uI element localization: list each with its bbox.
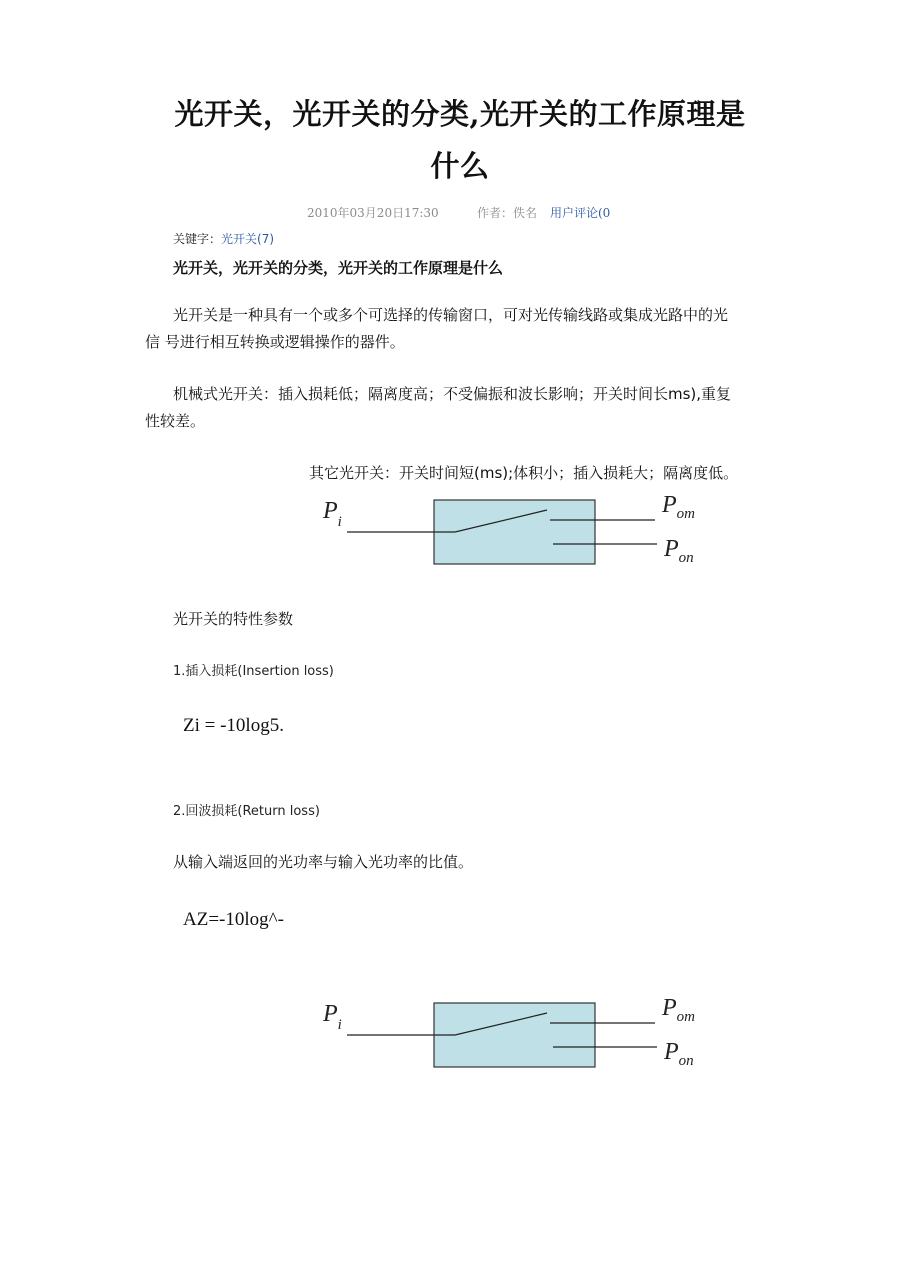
publish-date: 2010年03月20日17:30 (307, 206, 439, 220)
input-label: $P_i$ (323, 498, 342, 530)
paragraph-3: 其它光开关：开关时间短(ms);体积小；插入损耗大；隔离度低。 (309, 464, 739, 482)
item-2-description: 从输入端返回的光功率与输入光功率的比值。 (173, 853, 474, 871)
input-label: $P_i$ (323, 1001, 342, 1033)
comments-link[interactable]: 用户评论(0 (550, 206, 611, 220)
optical-switch-diagram-1 (315, 490, 725, 578)
page-title-line1: 光开关，光开关的分类,光开关的工作原理是 (174, 97, 746, 131)
formula-1: Zi = -10log5. (183, 715, 284, 736)
output-om-label: $P_{om}$ (662, 492, 696, 522)
paragraph-2-line2: 性较差。 (145, 412, 206, 430)
item-1-heading: 1.插入损耗(Insertion loss) (173, 664, 334, 679)
section-heading: 光开关的特性参数 (173, 610, 294, 628)
paragraph-2-line1: 机械式光开关：插入损耗低；隔离度高；不受偏振和波长影响；开关时间长ms),重复 (173, 385, 732, 403)
page-title-line2: 什么 (430, 149, 490, 183)
output-on-label: $P_{on}$ (664, 536, 694, 566)
keyword-link[interactable]: 光开关(7) (221, 232, 275, 246)
output-om-label: $P_{om}$ (662, 995, 696, 1025)
switch-box (434, 500, 595, 564)
author: 作者：佚名 (477, 206, 538, 220)
keywords (173, 230, 274, 247)
paragraph-1-line2: 信 号进行相互转换或逻辑操作的器件。 (145, 333, 405, 351)
formula-2: AZ=-10log^- (183, 909, 284, 930)
keyword-label: 关键字： (173, 232, 222, 246)
paragraph-1-line1: 光开关是一种具有一个或多个可选择的传输窗口，可对光传输线路或集成光路中的光 (173, 306, 729, 324)
output-on-label: $P_{on}$ (664, 1039, 694, 1069)
switch-box (434, 1003, 595, 1067)
item-2-heading: 2.回波损耗(Return loss) (173, 804, 320, 819)
optical-switch-diagram-2 (315, 993, 725, 1081)
article-subtitle: 光开关，光开关的分类，光开关的工作原理是什么 (173, 259, 504, 277)
